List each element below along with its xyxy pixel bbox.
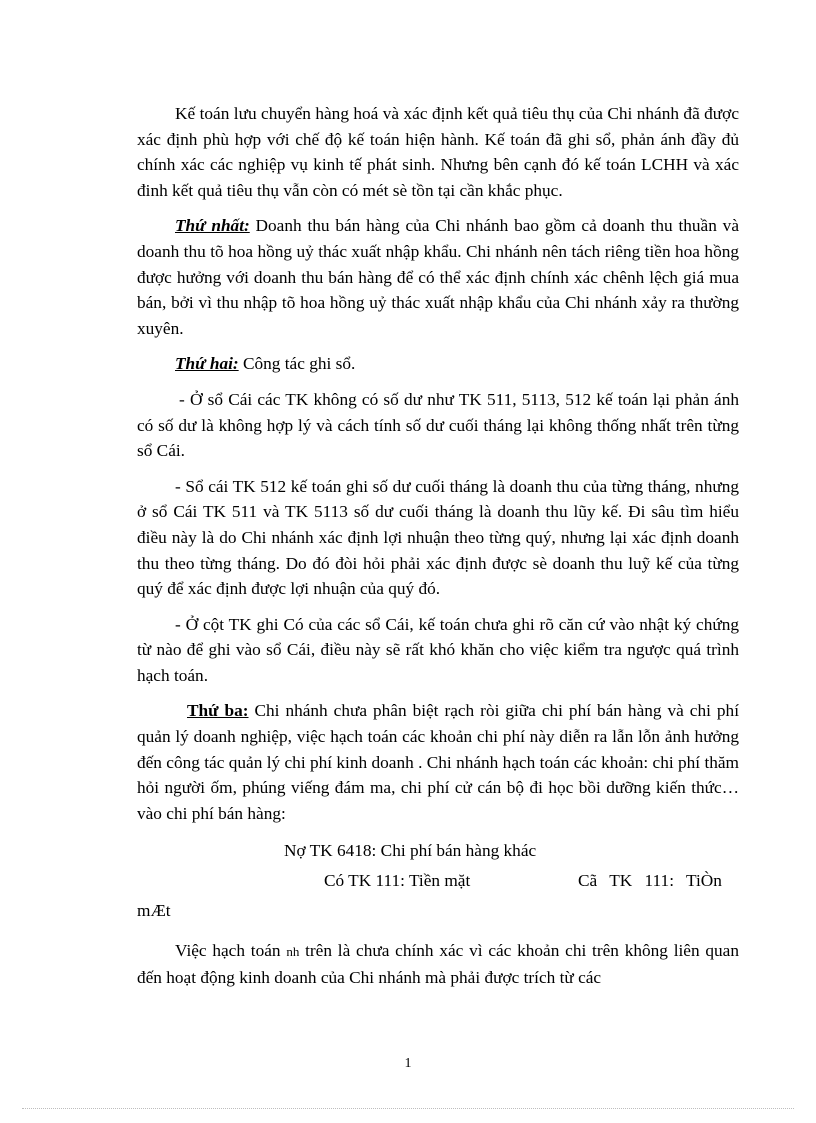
paragraph-viec-hach-toan-small: nh bbox=[286, 944, 300, 960]
journal-entry-credit-row bbox=[137, 866, 739, 896]
paragraph-viec-hach-toan bbox=[137, 938, 739, 990]
paragraph-viec-hach-toan-rest: trên là chưa chính xác vì các khoản chi trên không liên quan đến hoạt động kinh doanh của Chi nhánh mà phải được trích từ các bbox=[137, 941, 739, 988]
page-number: 1 bbox=[404, 1056, 412, 1071]
heading-thu-ba: Thứ ba: bbox=[187, 701, 249, 721]
paragraph-thu-ba bbox=[137, 698, 739, 826]
heading-thu-hai: Thứ hai: bbox=[175, 354, 239, 374]
paragraph-thu-nhat bbox=[137, 213, 739, 341]
heading-thu-nhat: Thứ nhất: bbox=[175, 216, 250, 236]
document-body bbox=[137, 101, 739, 1001]
paragraph-viec-hach-toan-start: Việc hạch toán bbox=[175, 941, 287, 961]
journal-entry-debit: Nợ TK 6418: Chi phí bán hàng khác bbox=[284, 841, 537, 861]
paragraph-thu-hai bbox=[137, 351, 739, 377]
journal-entry-credit: Có TK 111: Tiền mặt bbox=[324, 871, 471, 891]
paragraph-so-cai-512: - Sổ cái TK 512 kế toán ghi số dư cuối tháng là doanh thu của từng tháng, nhưng ở sổ Cái TK 511 và TK 5113 số dư cuối tháng là doanh thu lũy kế. Đi sâu tìm hiểu điều này là do Chi nhánh xác định lợi nhuận theo từng quý, nhưng lại xác định doanh thu theo từng tháng. Do đó đòi hỏi phải xác định được sè doanh thu luỹ kế của từng quý để xác định được lợi nhuận của quý đó. bbox=[137, 476, 739, 599]
paragraph-so-cai-du: - Ở sổ Cái các TK không có số dư như TK 511, 5113, 512 kế toán lại phản ánh có số dư là không hợp lý và cách tính số dư cuối tháng lại không thống nhất trên từng sổ Cái. bbox=[137, 389, 739, 461]
paragraph-thu-nhat-body: Doanh thu bán hàng của Chi nhánh bao gồm cả doanh thu thuần và doanh thu tõ hoa hồng uỷ thác xuất nhập khẩu. Chi nhánh nên tách riêng tiền hoa hồng được hưởng với doanh thu bán hàng để có thể xác định chính xác chênh lệch giá mua bán, bởi vì thu nhập tõ hoa hồng uỷ thác xuất nhập khẩu của Chi nhánh xảy ra thường xuyên. bbox=[137, 216, 739, 338]
paragraph-thu-hai-body: Công tác ghi sổ. bbox=[238, 354, 356, 374]
journal-entry-credit-garbled: Cã TK 111: TiÒn bbox=[578, 871, 722, 891]
paragraph-thu-ba-body: Chi nhánh chưa phân biệt rạch ròi giữa chi phí bán hàng và chi phí quản lý doanh nghiệp, việc hạch toán các khoản chi phí này diễn ra lẫn lỗn ảnh hưởng đến công tác quản lý chi phí kinh doanh . Chi nhánh hạch toán các khoản: chi phí thăm hỏi người ốm, phúng viếng đám ma, chi phí cử cán bộ đi học bồi dưỡng kiến thức… vào chi phí bán hàng: bbox=[137, 701, 739, 823]
paragraph-intro: Kế toán lưu chuyển hàng hoá và xác định kết quả tiêu thụ của Chi nhánh đã được xác định phù hợp với chế độ kế toán hiện hành. Kế toán đã ghi sổ, phản ánh đầy đủ chính xác các nghiệp vụ kinh tế phát sinh. Nhưng bên cạnh đó kế toán LCHH và xác đinh kết quả tiêu thụ vẫn còn có mét sè tồn tại cần khắc phục. bbox=[137, 104, 739, 200]
journal-entry-credit-garbled-wrap: mÆt bbox=[137, 901, 171, 921]
paragraph-cot-tk-ghi-co: - Ở cột TK ghi Có của các sổ Cái, kế toán chưa ghi rõ căn cứ vào nhật ký chứng từ nào để ghi vào sổ Cái, điều này sẽ rất khó khăn cho việc kiểm tra ngược quá trình hạch toán. bbox=[137, 614, 739, 685]
page-footer-divider bbox=[22, 1108, 794, 1109]
